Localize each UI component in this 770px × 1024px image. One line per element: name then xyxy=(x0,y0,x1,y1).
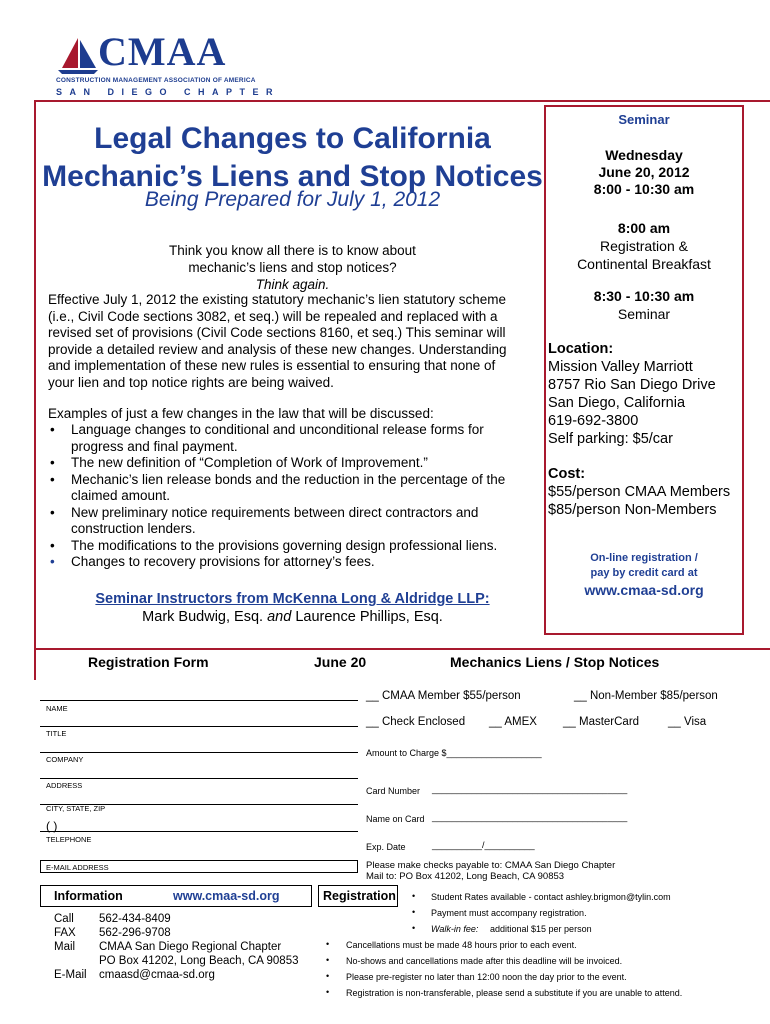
cost xyxy=(548,465,730,519)
form-red-rule xyxy=(34,648,770,650)
info-value: 562-296-9708 xyxy=(99,927,171,939)
bullet-icon: • xyxy=(326,955,330,965)
table-row xyxy=(54,926,298,940)
description-paragraph xyxy=(48,292,526,391)
table-row xyxy=(54,940,298,954)
seminar-schedule-time: 8:30 - 10:30 am xyxy=(593,288,695,304)
seminar-heading: Seminar xyxy=(618,112,670,127)
info-label: E-Mail xyxy=(54,969,87,981)
info-value: CMAA San Diego Regional Chapter xyxy=(99,941,282,953)
intro-line3: Think again. xyxy=(255,277,330,292)
logo-subtitle: CONSTRUCTION MANAGEMENT ASSOCIATION OF AMERICA xyxy=(56,77,256,84)
amount-field[interactable]: Amount to Charge $___________________ xyxy=(366,748,542,758)
seminar-day: Wednesday xyxy=(605,147,683,163)
left-red-rule xyxy=(34,100,36,650)
paragraph-line: and implementation of these new rules is essential to ensuring that none of xyxy=(48,358,496,373)
form-date: June 20 xyxy=(314,654,367,670)
cost-line: $55/person CMAA Members xyxy=(548,484,731,500)
telephone-field[interactable] xyxy=(40,821,358,832)
exp-date-label: Exp. Date xyxy=(366,842,406,852)
registration-note: No-shows and cancellations made after this deadline will be invoiced. xyxy=(346,956,623,966)
bullet-icon: • xyxy=(412,923,416,933)
examples-list xyxy=(48,422,528,571)
cost-heading: Cost: xyxy=(548,466,586,482)
member-option[interactable]: __ CMAA Member $55/person xyxy=(366,690,521,702)
email-label: E-MAIL ADDRESS xyxy=(46,863,109,872)
paragraph-line: (i.e., Civil Code sections 3082, et seq.) will be repealed and replaced with a xyxy=(48,308,498,324)
mail-note: Mail to: PO Box 41202, Long Beach, CA 90853 xyxy=(366,871,565,882)
logo-name: CMAA xyxy=(98,29,227,74)
location xyxy=(548,340,716,448)
visa-option[interactable]: __ Visa xyxy=(668,716,707,728)
address-field[interactable] xyxy=(40,768,358,779)
name-label: NAME xyxy=(46,704,68,713)
payable-note: Please make checks payable to: CMAA San Diego Chapter xyxy=(366,860,616,871)
instructors-heading: Seminar Instructors from McKenna Long & Aldridge LLP: xyxy=(95,591,490,607)
bullet-icon: • xyxy=(412,907,416,917)
bullet-icon: • xyxy=(326,971,330,981)
list-item: • Changes to recovery provisions for attorney’s fees. xyxy=(48,554,528,571)
registration-note: Payment must accompany registration. xyxy=(431,908,587,918)
registration-time: 8:00 am xyxy=(617,220,671,236)
title-line2: Mechanic’s Liens and Stop Notices xyxy=(42,160,543,193)
page-subtitle: Being Prepared for July 1, 2012 xyxy=(144,188,441,211)
registration-note: Please pre-register no later than 12:00 noon the day prior to the event. xyxy=(346,972,627,982)
paragraph-line: provide a detailed review and analysis of these new changes. Understanding xyxy=(48,341,507,357)
registration-desc1: Registration & xyxy=(600,238,688,254)
seminar-date xyxy=(544,147,744,198)
info-label: Mail xyxy=(54,941,76,953)
name-on-card-field[interactable]: _______________________________________ xyxy=(432,812,628,822)
table-row xyxy=(54,912,298,926)
telephone-label: TELEPHONE xyxy=(46,835,92,844)
registration-schedule xyxy=(544,219,744,273)
form-topic: Mechanics Liens / Stop Notices xyxy=(450,654,660,670)
instructor-2: Laurence Phillips, Esq. xyxy=(295,609,443,625)
page-title xyxy=(40,120,545,196)
registration-link[interactable]: www.cmaa-sd.org xyxy=(584,582,704,598)
cost-line: $85/person Non-Members xyxy=(548,502,717,518)
list-item: • The new definition of “Completion of Work of Improvement.” xyxy=(48,455,528,472)
intro xyxy=(40,242,545,293)
paragraph-line: revised set of provisions (Civil Code sections 8160, et seq.) This seminar will xyxy=(48,325,506,340)
list-item: • The modifications to the provisions governing design professional liens. xyxy=(48,538,528,555)
bullet-icon: • xyxy=(326,939,330,949)
nonmember-option[interactable]: __ Non-Member $85/person xyxy=(574,690,718,702)
bullet-icon: • xyxy=(326,987,330,997)
amex-option[interactable]: __ AMEX xyxy=(489,716,537,728)
online-line2: pay by credit card at xyxy=(590,567,698,579)
location-line: Mission Valley Marriott xyxy=(548,359,693,375)
information-link[interactable]: www.cmaa-sd.org xyxy=(173,889,280,903)
registration-title: Registration xyxy=(323,889,396,903)
list-item: • Mechanic’s lien release bonds and the reduction in the percentage of the claimed amount. xyxy=(48,472,528,505)
logo-chapter: SAN DIEGO CHAPTER xyxy=(56,87,281,97)
seminar-date-text: June 20, 2012 xyxy=(598,164,690,180)
sailboat-icon xyxy=(56,32,100,74)
location-line: 619-692-3800 xyxy=(548,413,639,429)
intro-line2: mechanic’s liens and stop notices? xyxy=(188,260,397,275)
mastercard-option[interactable]: __ MasterCard xyxy=(563,716,640,728)
instructors-names xyxy=(40,608,545,626)
walk-in-fee: additional $15 per person xyxy=(490,924,592,934)
table-row xyxy=(54,968,298,982)
info-label xyxy=(54,954,99,968)
registration-desc2: Continental Breakfast xyxy=(577,256,711,272)
form-left-rule xyxy=(34,648,36,680)
card-number-label: Card Number xyxy=(366,786,421,796)
paragraph-line: Effective July 1, 2012 the existing statutory mechanic’s lien statutory scheme xyxy=(48,292,506,307)
registration-note: Cancellations must be made 48 hours prior to each event. xyxy=(346,940,577,950)
title-line1: Legal Changes to California xyxy=(94,122,491,155)
name-field[interactable] xyxy=(40,690,358,701)
title-label: TITLE xyxy=(46,729,67,738)
card-number-field[interactable]: _______________________________________ xyxy=(432,784,628,794)
location-heading: Location: xyxy=(548,341,614,357)
table-row xyxy=(54,954,298,968)
information-title: Information xyxy=(54,889,123,903)
instructor-and: and xyxy=(267,609,292,625)
cmaa-logo xyxy=(56,29,281,97)
instructors xyxy=(40,590,545,626)
name-on-card-label: Name on Card xyxy=(366,814,425,824)
form-title: Registration Form xyxy=(88,654,209,670)
registration-note: Student Rates available - contact ashley.brigmon@tylin.com xyxy=(431,892,671,902)
online-registration xyxy=(544,551,744,581)
registration-note: Registration is non-transferable, please send a substitute if you are unable to attend. xyxy=(346,988,683,998)
info-value: PO Box 41202, Long Beach, CA 90853 xyxy=(99,955,299,967)
info-value[interactable]: cmaasd@cmaa-sd.org xyxy=(99,969,215,981)
seminar-schedule-desc: Seminar xyxy=(617,306,671,322)
list-item: • Language changes to conditional and unconditional release forms for progress and final payment. xyxy=(48,422,528,455)
location-line: Self parking: $5/car xyxy=(548,431,673,447)
location-line: San Diego, California xyxy=(548,395,686,411)
top-red-rule xyxy=(34,100,770,102)
instructor-1: Mark Budwig, Esq. xyxy=(142,609,264,625)
examples-heading: Examples of just a few changes in the law that will be discussed: xyxy=(48,406,434,421)
info-label: FAX xyxy=(54,927,76,939)
check-option[interactable]: __ Check Enclosed xyxy=(366,716,466,728)
exp-date-field[interactable]: __________/__________ xyxy=(432,840,535,850)
info-label: Call xyxy=(54,913,74,925)
company-label: COMPANY xyxy=(46,755,84,764)
bullet-icon: • xyxy=(412,891,416,901)
location-line: 8757 Rio San Diego Drive xyxy=(548,377,716,393)
online-line1: On-line registration / xyxy=(590,552,698,564)
walk-in-label: Walk-in fee: xyxy=(431,924,479,934)
city-state-zip-label: CITY, STATE, ZIP xyxy=(46,804,106,813)
paragraph-line: your lien and top notice rights are being waived. xyxy=(48,374,334,390)
info-value: 562-434-8409 xyxy=(99,913,171,925)
seminar-schedule xyxy=(544,287,744,323)
information-table xyxy=(54,912,298,982)
intro-line1: Think you know all there is to know about xyxy=(169,243,416,258)
telephone-area-code: ( ) xyxy=(46,819,58,833)
seminar-time: 8:00 - 10:30 am xyxy=(593,181,695,197)
list-item: • New preliminary notice requirements between direct contractors and construction lenders. xyxy=(48,505,528,538)
address-label: ADDRESS xyxy=(46,781,83,790)
company-field[interactable] xyxy=(40,742,358,753)
title-field[interactable] xyxy=(40,716,358,727)
